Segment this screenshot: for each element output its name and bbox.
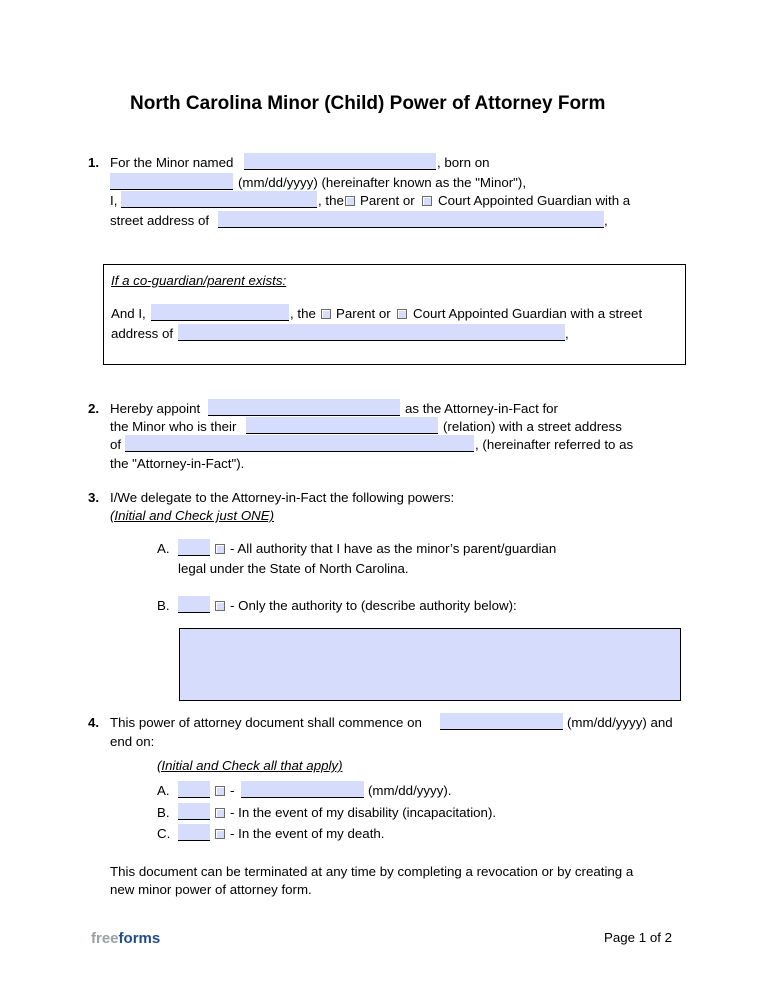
s1-text: , the xyxy=(318,193,344,208)
s2-text: , (hereinafter referred to as xyxy=(475,437,634,452)
s4-text: This power of attorney document shall commence on xyxy=(110,715,422,730)
s4-c-initial-field[interactable] xyxy=(178,824,210,841)
attorney-name-field[interactable] xyxy=(208,399,400,416)
cobox-text: , xyxy=(565,326,569,341)
s4-text: - xyxy=(230,783,235,798)
s3-text: - Only the authority to (describe authority below): xyxy=(230,598,517,613)
s4-text: (mm/dd/yyyy) and xyxy=(567,715,673,730)
s2-text: the "Attorney-in-Fact"). xyxy=(110,456,245,471)
guardian-name-field[interactable] xyxy=(121,191,317,208)
s2-text: of xyxy=(110,437,122,452)
s1-text: (mm/dd/yyyy) (hereinafter known as the "Minor"), xyxy=(238,175,527,190)
s4-b-checkbox[interactable] xyxy=(215,808,225,818)
cobox-text: Court Appointed Guardian with a street xyxy=(413,306,643,321)
relation-field[interactable] xyxy=(246,417,438,434)
s2-text: the Minor who is their xyxy=(110,419,237,434)
attorney-address-field[interactable] xyxy=(125,435,474,452)
s2-text: (relation) with a street address xyxy=(443,419,622,434)
s3-text: legal under the State of North Carolina. xyxy=(178,561,409,576)
s3-a-initial-field[interactable] xyxy=(178,539,210,556)
section-number-4: 4. xyxy=(88,715,100,730)
cobox-text: address of xyxy=(111,326,174,341)
s4-instruction: (Initial and Check all that apply) xyxy=(157,758,343,773)
s1-text: street address of xyxy=(110,213,210,228)
commence-date-field[interactable] xyxy=(440,713,563,730)
s1-text: , born on xyxy=(437,155,490,170)
cobox-text: Parent or xyxy=(336,306,391,321)
s4-text: (mm/dd/yyyy). xyxy=(368,783,452,798)
s4-b-initial-field[interactable] xyxy=(178,803,210,820)
s3-text: I/We delegate to the Attorney-in-Fact the following powers: xyxy=(110,490,455,505)
minor-name-field[interactable] xyxy=(244,153,436,170)
section-number-2: 2. xyxy=(88,401,100,416)
logo-free-text: free xyxy=(91,930,119,947)
s3-b-checkbox[interactable] xyxy=(215,601,225,611)
section-number-1: 1. xyxy=(88,155,100,170)
co-guardian-heading: If a co-guardian/parent exists: xyxy=(111,273,287,288)
cobox-text: And I, xyxy=(111,306,146,321)
s1-text: I, xyxy=(110,193,118,208)
option-label-b: B. xyxy=(157,805,170,820)
co-guardian-address-field[interactable] xyxy=(178,324,565,341)
s3-text: - All authority that I have as the minor’s parent/guardian xyxy=(230,541,557,556)
freeforms-logo xyxy=(91,930,160,948)
co-guardian-name-field[interactable] xyxy=(151,304,289,321)
s1-text: For the Minor named xyxy=(110,155,234,170)
authority-description-field[interactable] xyxy=(179,628,681,701)
s3-a-checkbox[interactable] xyxy=(215,544,225,554)
termination-note: new minor power of attorney form. xyxy=(110,882,312,897)
logo-forms-text: forms xyxy=(118,930,161,947)
end-date-field[interactable] xyxy=(241,781,364,798)
minor-dob-field[interactable] xyxy=(110,173,233,190)
termination-note: This document can be terminated at any time by completing a revocation or by creating a xyxy=(110,864,634,879)
page-number: Page 1 of 2 xyxy=(604,930,673,945)
s4-a-checkbox[interactable] xyxy=(215,786,225,796)
option-label-a: A. xyxy=(157,783,170,798)
page-title: North Carolina Minor (Child) Power of Attorney Form xyxy=(130,93,606,114)
guardian-address-field[interactable] xyxy=(218,211,604,228)
parent-checkbox[interactable] xyxy=(345,196,355,206)
s3-instruction: (Initial and Check just ONE) xyxy=(110,508,275,523)
guardian-checkbox[interactable] xyxy=(422,196,432,206)
s3-b-initial-field[interactable] xyxy=(178,596,210,613)
s4-a-initial-field[interactable] xyxy=(178,781,210,798)
s4-c-checkbox[interactable] xyxy=(215,829,225,839)
s1-text: Court Appointed Guardian with a xyxy=(438,193,631,208)
cobox-text: , the xyxy=(290,306,316,321)
option-label-b: B. xyxy=(157,598,170,613)
s1-text: , xyxy=(604,213,608,228)
option-label-c: C. xyxy=(157,826,171,841)
s4-text: - In the event of my disability (incapacitation). xyxy=(230,805,497,820)
section-number-3: 3. xyxy=(88,490,100,505)
s2-text: Hereby appoint xyxy=(110,401,201,416)
s2-text: as the Attorney-in-Fact for xyxy=(405,401,558,416)
s4-text: - In the event of my death. xyxy=(230,826,385,841)
co-guardian-checkbox[interactable] xyxy=(397,309,407,319)
co-parent-checkbox[interactable] xyxy=(321,309,331,319)
s1-text: Parent or xyxy=(360,193,415,208)
s4-text: end on: xyxy=(110,734,155,749)
option-label-a: A. xyxy=(157,541,170,556)
